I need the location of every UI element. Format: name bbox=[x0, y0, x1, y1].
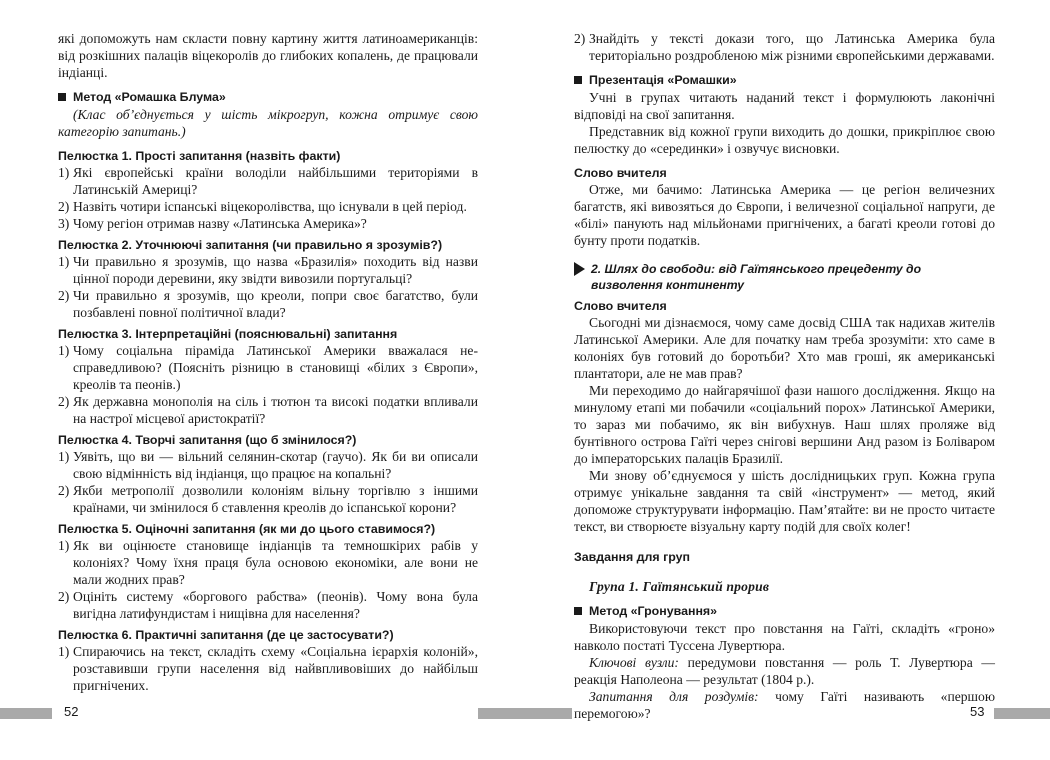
question-list bbox=[58, 537, 478, 622]
key-nodes-text: передумови повстання — роль Т. Лувертюра — реакція Наполеона — результат (1804 р.). bbox=[574, 655, 995, 687]
list-item: 1) Уявіть, що ви — вільний селянин-скотар (гаучо). Як би ви описали свою відмінність від індіанця, що працює на копальні? bbox=[58, 449, 478, 481]
key-nodes-label: Ключові вузли: bbox=[589, 655, 679, 670]
list-item: 1) Чому соціальна піраміда Латинської Америки вважалася несправедливою? (Поясніть різницю в становищі «білих з Європи», креолів та пеонів.) bbox=[58, 343, 478, 392]
reflect-label: Запитання для роздумів: bbox=[589, 689, 759, 704]
list-item: 1) Як ви оцінюєте становище індіанців та темношкірих рабів у колоніях? Чому їхня праця була основою економіки, але вони не мали жодних прав? bbox=[58, 538, 478, 587]
question-list bbox=[58, 253, 478, 321]
cluster-method-heading bbox=[574, 603, 995, 619]
square-bullet-icon bbox=[574, 76, 582, 84]
petal-2 bbox=[58, 237, 478, 321]
list-item: 2) Оцініть систему «боргового рабства» (пеонів). Чому вона була вигідна латифундистам і нищівна для населення? bbox=[58, 589, 478, 621]
key-nodes-paragraph bbox=[574, 654, 995, 688]
reflect-paragraph bbox=[574, 688, 995, 722]
petal-5 bbox=[58, 521, 478, 622]
petal-3 bbox=[58, 326, 478, 427]
teacher-paragraph: Сьогодні ми дізнаємося, чому саме досвід США так надихав жителів Латинської Америки. Але для початку нам треба зрозуміти: хто саме в колоніях був готовий до боротьби? Хто мав гроші, як американські плантатори, але не мав прав? bbox=[574, 315, 995, 381]
list-item: 1) Спираючись на текст, складіть схему «Соціальна ієрархія колоній», розставивши групи населення від найвпливовіших до найбільш пригнічених. bbox=[58, 644, 478, 693]
petal-title: Пелюстка 5. Оціночні запитання (як ми до цього ставимося?) bbox=[58, 522, 436, 536]
question-list bbox=[58, 448, 478, 516]
petal-6 bbox=[58, 627, 478, 694]
list-item: 2) Знайдіть у тексті докази того, що Латинська Америка була територіально роздробленою між різними європейськими державами. bbox=[574, 31, 995, 63]
footer-bar-right bbox=[994, 708, 1050, 719]
section-heading bbox=[574, 261, 995, 293]
page-number-left: 52 bbox=[64, 704, 79, 719]
teacher-paragraph: Отже, ми бачимо: Латинська Америка — це регіон величезних багатств, які вивозяться до Європи, і величезної соціальної напруги, де «білі» панують над мільйонами пригнічених, а багаті креоли готові до бунту проти податків. bbox=[574, 182, 995, 248]
petal-title: Пелюстка 2. Уточнюючі запитання (чи правильно я зрозумів?) bbox=[58, 238, 443, 252]
method-title: Метод «Ромашка Блума» bbox=[73, 90, 226, 104]
list-item: 2) Чи правильно я зрозумів, що креоли, попри своє багатство, були позбавлені повної політичної влади? bbox=[58, 288, 478, 320]
question-list bbox=[58, 643, 478, 694]
list-item: 1) Чи правильно я зрозумів, що назва «Бразилія» походить від назви цінної породи деревини, яку звідти вивозили португальці? bbox=[58, 254, 478, 286]
cluster-paragraph: Використовуючи текст про повстання на Гаїті, складіть «гроно» навколо постаті Туссена Лувертюра. bbox=[574, 621, 995, 653]
footer-bar-left bbox=[0, 708, 52, 719]
list-item: 2) Якби метрополії дозволили колоніям вільну торгівлю з іншими країнами, чи змінилося б ставлення креолів до іспанської корони? bbox=[58, 483, 478, 515]
left-page bbox=[58, 30, 478, 700]
question-list bbox=[574, 30, 995, 64]
teacher-paragraph: Ми переходимо до найгарячішої фази нашого дослідження. Якщо на минулому етапі ми побачили «соціальний порох» Латинської Америки, то зараз ми побачимо, як він вибухнув. Наш шлях проляже від бунтівного острова Гаїті через снігові вершини Анд разом із Боліваром до імператорських палаців Бразилії. bbox=[574, 383, 995, 466]
teacher-word-heading: Слово вчителя bbox=[574, 166, 667, 180]
question-list bbox=[58, 164, 478, 232]
petal-title: Пелюстка 1. Прості запитання (назвіть факти) bbox=[58, 149, 341, 163]
presentation-heading bbox=[574, 72, 995, 88]
list-item: 2) Як державна монополія на сіль і тютюн та високі податки впливали на настрої місцевої аристократії? bbox=[58, 394, 478, 426]
method-heading-bloom bbox=[58, 89, 478, 105]
reflect-text: чому Гаїті називають «першою перемогою»? bbox=[574, 689, 995, 721]
presentation-title: Презентація «Ромашки» bbox=[589, 73, 737, 87]
group-title: Група 1. Гаїтянський прорив bbox=[589, 579, 770, 594]
list-item: 2) Назвіть чотири іспанські віцекоролівства, що існували в цей період. bbox=[58, 199, 467, 214]
presentation-paragraph: Представник від кожної групи виходить до дошки, прикріплює свою пелюстку до «серединки» і озвучує висновки. bbox=[574, 124, 995, 156]
triangle-arrow-icon bbox=[574, 262, 585, 276]
teacher-word-heading: Слово вчителя bbox=[574, 299, 667, 313]
page-number-right: 53 bbox=[970, 704, 985, 719]
petal-4 bbox=[58, 432, 478, 516]
cluster-title: Метод «Гронування» bbox=[589, 604, 718, 618]
petal-1 bbox=[58, 148, 478, 232]
footer-bar-center bbox=[478, 708, 572, 719]
method-note: (Клас об’єднується у шість мікрогруп, кожна отримує свою категорію запитань.) bbox=[58, 107, 478, 139]
petal-title: Пелюстка 6. Практичні запитання (де це застосувати?) bbox=[58, 628, 394, 642]
tasks-heading: Завдання для груп bbox=[574, 550, 691, 564]
section-title: 2. Шлях до свободи: від Гаїтянського прецеденту до визволення континенту bbox=[591, 262, 922, 292]
presentation-paragraph: Учні в групах читають наданий текст і формулюють лаконічні відповіді на свої запитання. bbox=[574, 90, 995, 122]
list-item: 1) Які європейські країни володіли найбільшими територіями в Латинській Америці? bbox=[58, 165, 478, 197]
intro-paragraph: які допоможуть нам скласти повну картину життя латиноамериканців: від розкішних палаців віцекоролів до глибоких копалень, де працювали індіанці. bbox=[58, 31, 478, 80]
square-bullet-icon bbox=[58, 93, 66, 101]
square-bullet-icon bbox=[574, 607, 582, 615]
petal-title: Пелюстка 4. Творчі запитання (що б змінилося?) bbox=[58, 433, 357, 447]
list-item: 3) Чому регіон отримав назву «Латинська Америка»? bbox=[58, 216, 367, 231]
teacher-paragraph: Ми знову об’єднуємося у шість дослідницьких груп. Кожна група отримує унікальне завдання та свій «інструмент» — метод, який допоможе структурувати інформацію. Пам’ятайте: ви не просто читаєте текст, ви створюєте візуальну карту подій для своїх колег! bbox=[574, 468, 995, 534]
question-list bbox=[58, 342, 478, 427]
petal-title: Пелюстка 3. Інтерпретаційні (пояснювальні) запитання bbox=[58, 327, 398, 341]
